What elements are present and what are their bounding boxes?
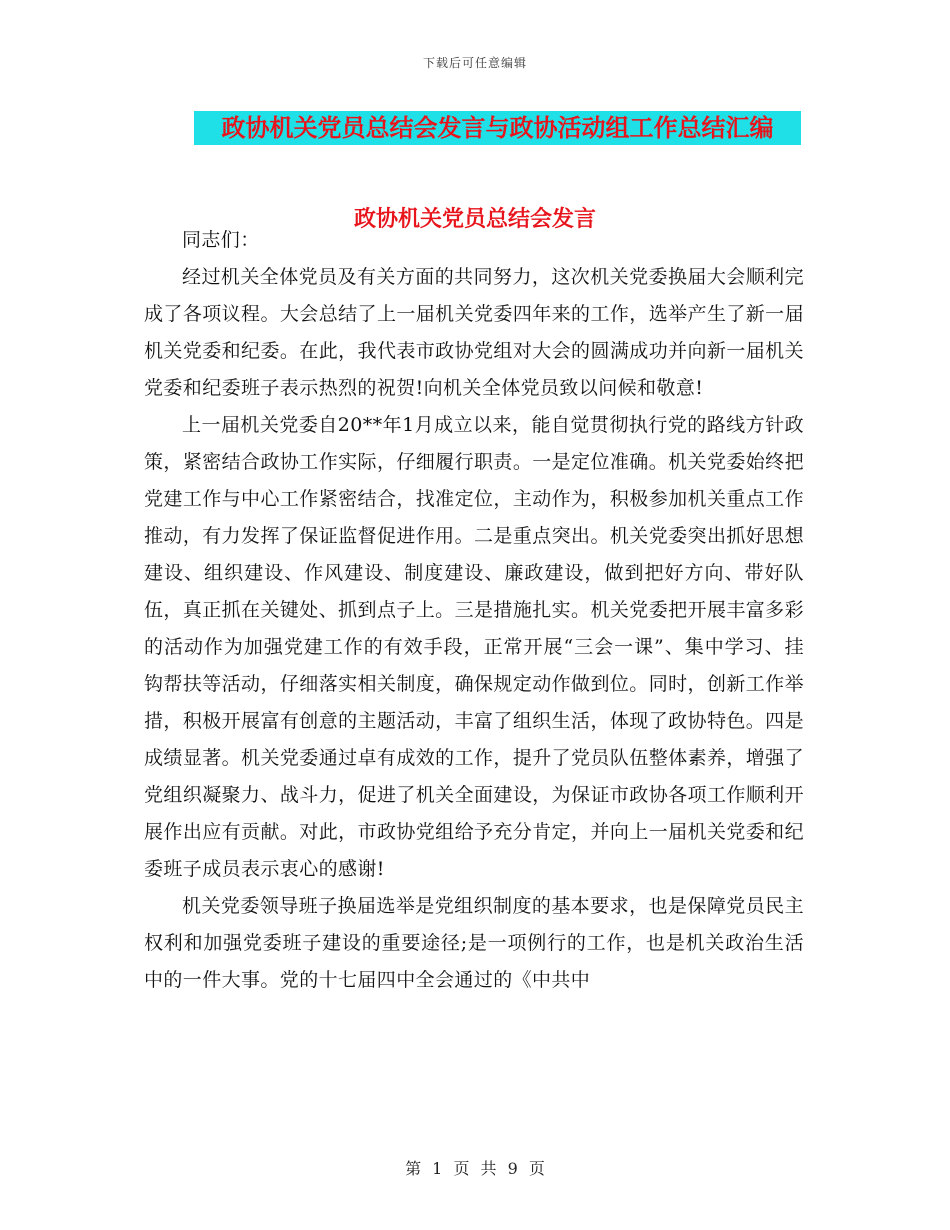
salutation: 同志们：	[182, 229, 260, 251]
document-body	[144, 222, 804, 999]
paragraph-2: 上一届机关党委自20**年1月成立以来，能自觉贯彻执行党的路线方针政策，紧密结合政协工作实际，仔细履行职责。一是定位准确。机关党委始终把党建工作与中心工作紧密结合，找准定位，主动作为，积极参加机关重点工作推动，有力发挥了保证监督促进作用。二是重点突出。机关党委突出抓好思想建设、组织建设、作风建设、制度建设、廉政建设，做到把好方向、带好队伍，真正抓在关键处、抓到点子上。三是措施扎实。机关党委把开展丰富多彩的活动作为加强党建工作的有效手段，正常开展“三会一课”、集中学习、挂钩帮扶等活动，仔细落实相关制度，确保规定动作做到位。同时，创新工作举措，积极开展富有创意的主题活动，丰富了组织生活，体现了政协特色。四是成绩显著。机关党委通过卓有成效的工作，提升了党员队伍整体素养，增强了党组织凝聚力、战斗力，促进了机关全面建设，为保证市政协各项工作顺利开展作出应有贡献。对此，市政协党组给予充分肯定，并向上一届机关党委和纪委班子成员表示衷心的感谢!	[144, 414, 804, 880]
paragraph-3: 机关党委领导班子换届选举是党组织制度的基本要求，也是保障党员民主权利和加强党委班子建设的重要途径;是一项例行的工作，也是机关政治生活中的一件大事。党的十七届四中全会通过的《中共中	[144, 895, 804, 991]
section-title: 政协机关党员总结会发言	[353, 206, 596, 232]
header-note: 下载后可任意编辑	[422, 56, 527, 70]
main-title: 政协机关党员总结会发言与政协活动组工作总结汇编	[221, 113, 774, 142]
page-footer: 第 1 页 共 9 页	[405, 1159, 545, 1178]
paragraph-1: 经过机关全体党员及有关方面的共同努力，这次机关党委换届大会顺利完成了各项议程。大会总结了上一届机关党委四年来的工作，选举产生了新一届机关党委和纪委。在此，我代表市政协党组对大会的圆满成功并向新一届机关党委和纪委班子表示热烈的祝贺!向机关全体党员致以问候和敬意!	[144, 266, 804, 399]
